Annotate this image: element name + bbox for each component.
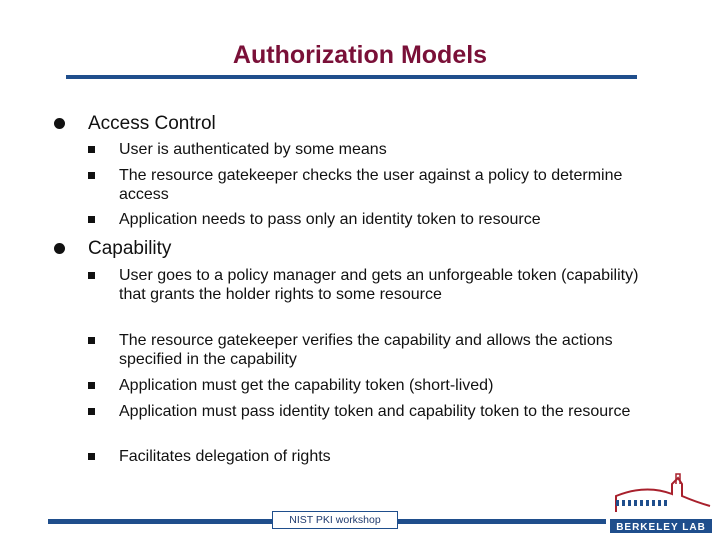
list-item: Application must get the capability token (short-lived) <box>119 377 494 394</box>
section-heading-access-control: Access Control <box>88 113 216 134</box>
slide-title: Authorization Models <box>232 41 488 69</box>
bullet-square-icon <box>88 146 95 153</box>
logo-wordmark: BERKELEY LAB <box>616 522 706 533</box>
logo-arch <box>616 478 710 512</box>
list-item: The resource gatekeeper checks the user against a policy to determine access <box>119 167 623 203</box>
list-item: User goes to a policy manager and gets an unforgeable token (capability) that grants the holder rights to some resource <box>119 267 639 303</box>
list-item: The resource gatekeeper verifies the capability and allows the actions specified in the capability <box>119 332 613 368</box>
footer-rule-left <box>48 519 272 524</box>
list-item: Application must pass identity token and capability token to the resource <box>119 403 631 420</box>
title-underline <box>66 75 637 79</box>
bullet-square-icon <box>88 216 95 223</box>
bullet-dot-icon <box>54 118 65 129</box>
footer-label: NIST PKI workshop <box>272 511 398 529</box>
list-item: Facilitates delegation of rights <box>119 448 331 465</box>
bullet-square-icon <box>88 408 95 415</box>
berkeley-lab-logo <box>606 466 716 536</box>
list-item: Application needs to pass only an identity token to resource <box>119 211 541 228</box>
footer-rule-right <box>398 519 606 524</box>
bullet-dot-icon <box>54 243 65 254</box>
bullet-square-icon <box>88 382 95 389</box>
list-item: User is authenticated by some means <box>119 141 387 158</box>
bullet-square-icon <box>88 337 95 344</box>
logo-columns <box>616 500 667 506</box>
bullet-square-icon <box>88 453 95 460</box>
section-heading-capability: Capability <box>88 238 172 259</box>
bullet-square-icon <box>88 172 95 179</box>
bullet-square-icon <box>88 272 95 279</box>
